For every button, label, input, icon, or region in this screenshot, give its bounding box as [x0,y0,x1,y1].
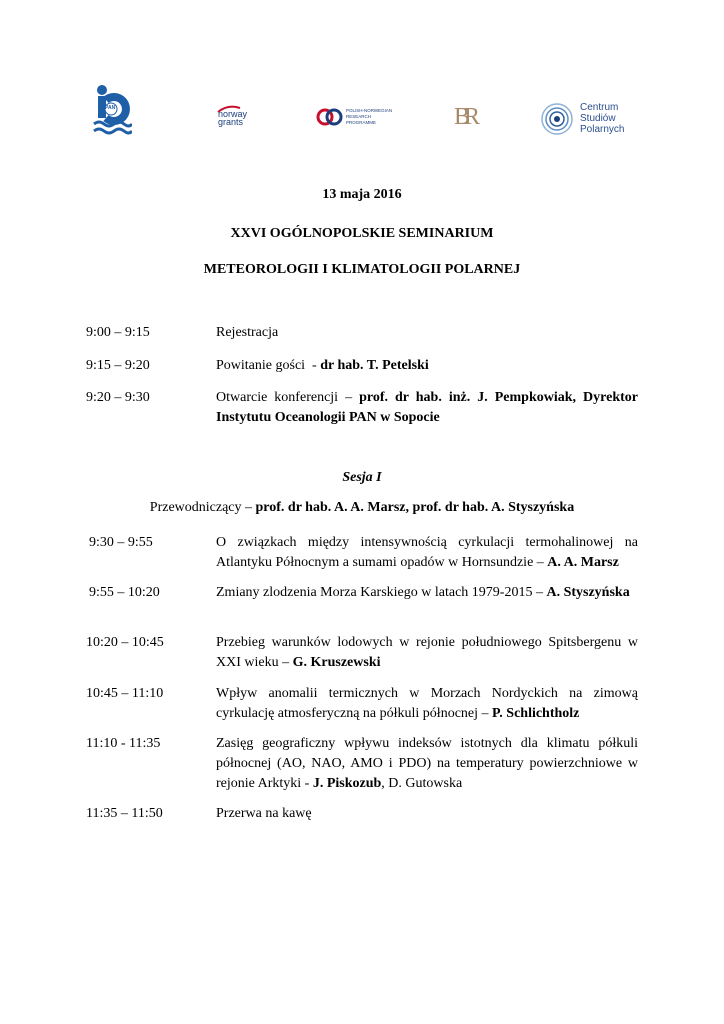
talk-title: Zasięg geograficzny wpływu indeksów istotnych dla klimatu półkuli północnej (AO, NAO, AMO i PDO) na temperatury powierzchniowe w rejonie Arktyki - [216,736,638,791]
pnrp-logo-line1: POLISH-NORWEGIAN [346,108,393,113]
pnrp-rings-icon [316,108,344,126]
talk-description [216,804,638,824]
talk-description [216,633,638,673]
talk-title: Wpływ anomalii termicznych w Morzach Nordyckich na zimową cyrkulację atmosferyczną na półkuli północnej – [216,686,638,721]
talk-coauthor: , D. Gutowska [381,776,463,791]
talk-speaker: G. Kruszewski [292,655,381,670]
csp-logo-line3: Polarnych [580,124,625,135]
talk-description [216,684,638,724]
chair-names: prof. dr hab. A. A. Marsz, prof. dr hab. A. Styszyńska [255,500,575,515]
talk-time: 9:55 – 10:20 [89,585,160,600]
talk-speaker: A. Styszyńska [546,585,630,600]
polar-spiral-icon [540,102,574,136]
polish-norwegian-research-programme-logo [316,106,408,128]
schedule-description [216,356,638,376]
csp-logo-line1: Centrum [580,102,619,113]
centrum-studiow-polarnych-logo [540,100,630,140]
br-logo [454,104,500,132]
talk-title: Zmiany zlodzenia Morza Karskiego w latach 1979-2015 – [216,585,547,600]
seminar-title-line2: METEOROLOGII I KLIMATOLOGII POLARNEJ [203,262,521,277]
talk-description [216,734,638,794]
talk-speaker: A. A. Marsz [547,555,619,570]
speaker-name: prof. dr hab. inż. J. Pempkowiak, Dyrektor Instytutu Oceanologii PAN w Sopocie [216,390,638,425]
talk-description [216,583,638,603]
talk-title: O związkach między intensywnością cyrkulacji termohalinowej na Atlantyku Północnym a sumami opadów w Hornsundzie – [216,535,638,570]
norway-logo-line1: norway [218,109,248,119]
talk-description [216,533,638,573]
norway-grants-logo [216,104,266,128]
csp-logo-line2: Studiów [580,113,616,124]
talk-time: 10:45 – 11:10 [86,686,164,701]
talk-time: 11:10 - 11:35 [86,736,161,751]
schedule-description [216,388,638,428]
schedule-time: 9:00 – 9:15 [86,325,150,340]
schedule-time: 9:15 – 9:20 [86,358,150,373]
session-title: Sesja I [342,470,382,485]
schedule-time: 9:20 – 9:30 [86,390,150,405]
session-chair [0,500,724,516]
iopan-logo-text: PAN [105,105,116,111]
talk-time: 11:35 – 11:50 [86,806,163,821]
logo-bar [0,0,724,150]
schedule-description [216,323,638,343]
talk-time: 9:30 – 9:55 [89,535,153,550]
iopan-logo [92,82,132,138]
chair-label: Przewodniczący – [149,500,256,515]
schedule-text: Otwarcie konferencji – [216,390,360,405]
pnrp-logo-line2: RESEARCH [346,114,372,119]
talk-speaker: P. Schlichtholz [492,706,580,721]
speaker-name: dr hab. T. Petelski [320,358,429,373]
br-logo-text: BR [454,104,475,130]
talk-time: 10:20 – 10:45 [86,635,164,650]
talk-title: Przerwa na kawę [216,806,312,821]
seminar-title-line1: XXVI OGÓLNOPOLSKIE SEMINARIUM [230,226,494,241]
pnrp-logo-line3: PROGRAMME [346,120,377,125]
schedule-text: Rejestracja [216,325,279,340]
seminar-date: 13 maja 2016 [322,187,402,202]
talk-speaker: J. Piskozub [312,776,382,791]
talk-title: Przebieg warunków lodowych w rejonie południowego Spitsbergenu w XXI wieku – [216,635,638,670]
schedule-text: Powitanie gości - [216,358,321,373]
norway-logo-line2: grants [218,117,244,127]
